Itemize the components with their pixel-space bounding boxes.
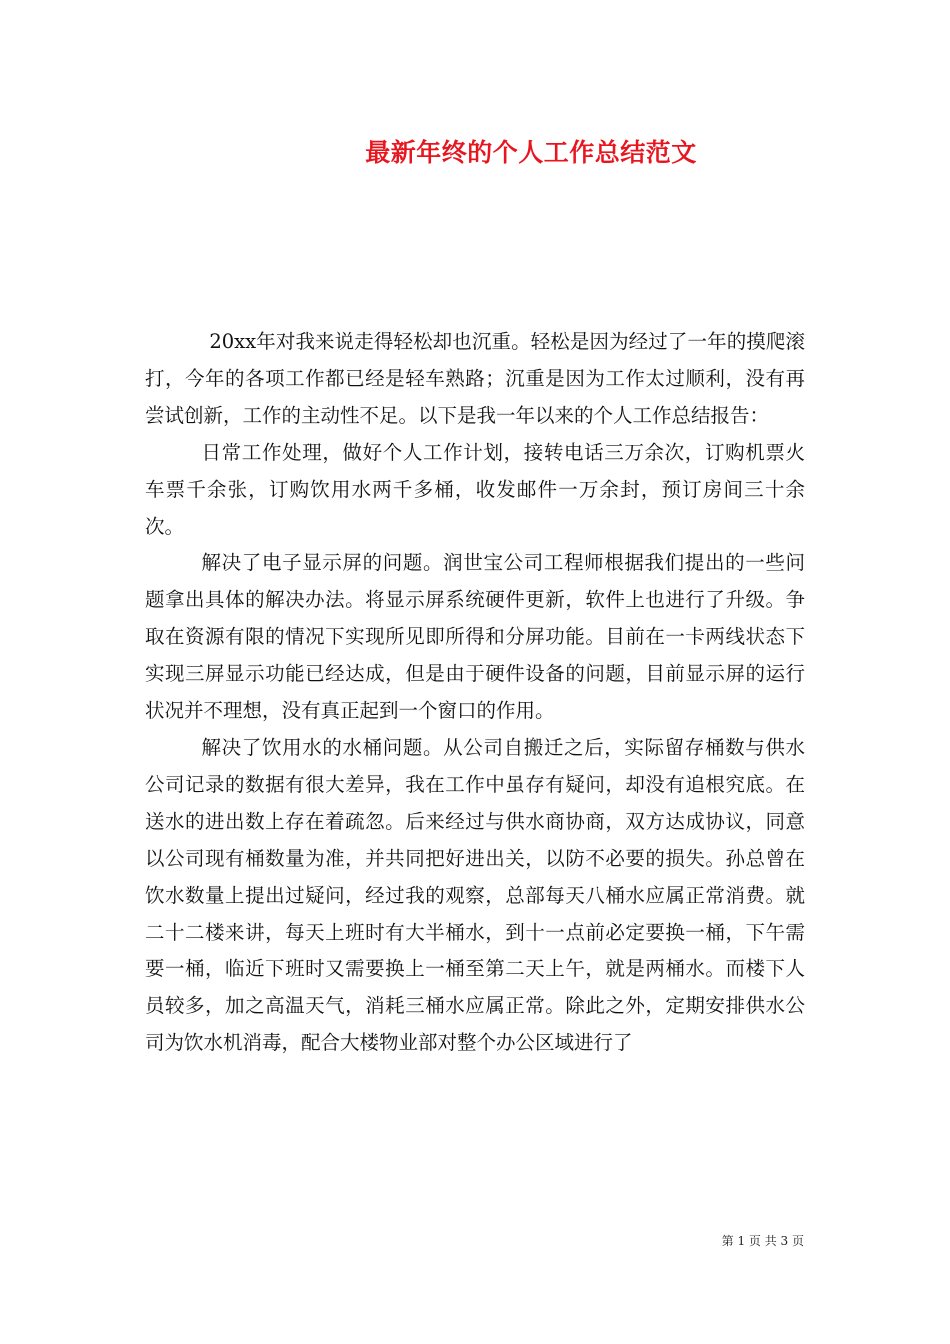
document-body: [145, 324, 805, 1062]
paragraph-daily-work: 日常工作处理，做好个人工作计划，接转电话三万余次，订购机票火车票千余张，订购饮用水两千多桶，收发邮件一万余封，预订房间三十余次。: [145, 440, 805, 538]
paragraph-water-bucket: 解决了饮用水的水桶问题。从公司自搬迁之后，实际留存桶数与供水公司记录的数据有很大差异，我在工作中虽存有疑问，却没有追根究底。在送水的进出数上存在着疏忽。后来经过与供水商协商，双方达成协议，同意以公司现有桶数量为准，并共同把好进出关，以防不必要的损失。孙总曾在饮水数量上提出过疑问，经过我的观察，总部每天八桶水应属正常消费。就二十二楼来讲，每天上班时有大半桶水，到十一点前必定要换一桶，下午需要一桶，临近下班时又需要换上一桶至第二天上午，就是两桶水。而楼下人员较多，加之高温天气，消耗三桶水应属正常。除此之外，定期安排供水公司为饮水机消毒，配合大楼物业部对整个办公区域进行了: [145, 735, 805, 1055]
paragraph-display-screen: 解决了电子显示屏的问题。润世宝公司工程师根据我们提出的一些问题拿出具体的解决办法。将显示屏系统硬件更新，软件上也进行了升级。争取在资源有限的情况下实现所见即所得和分屏功能。目前在一卡两线状态下实现三屏显示功能已经达成，但是由于硬件设备的问题，目前显示屏的运行状况并不理想，没有真正起到一个窗口的作用。: [145, 551, 805, 723]
document-title: 最新年终的个人工作总结范文: [365, 138, 697, 167]
page-number-footer: 第 1 页 共 3 页: [721, 1234, 804, 1248]
paragraph-intro: 20xx年对我来说走得轻松却也沉重。轻松是因为经过了一年的摸爬滚打，今年的各项工作都已经是轻车熟路；沉重是因为工作太过顺利，没有再尝试创新，工作的主动性不足。以下是我一年以来的个人工作总结报告：: [145, 330, 805, 427]
